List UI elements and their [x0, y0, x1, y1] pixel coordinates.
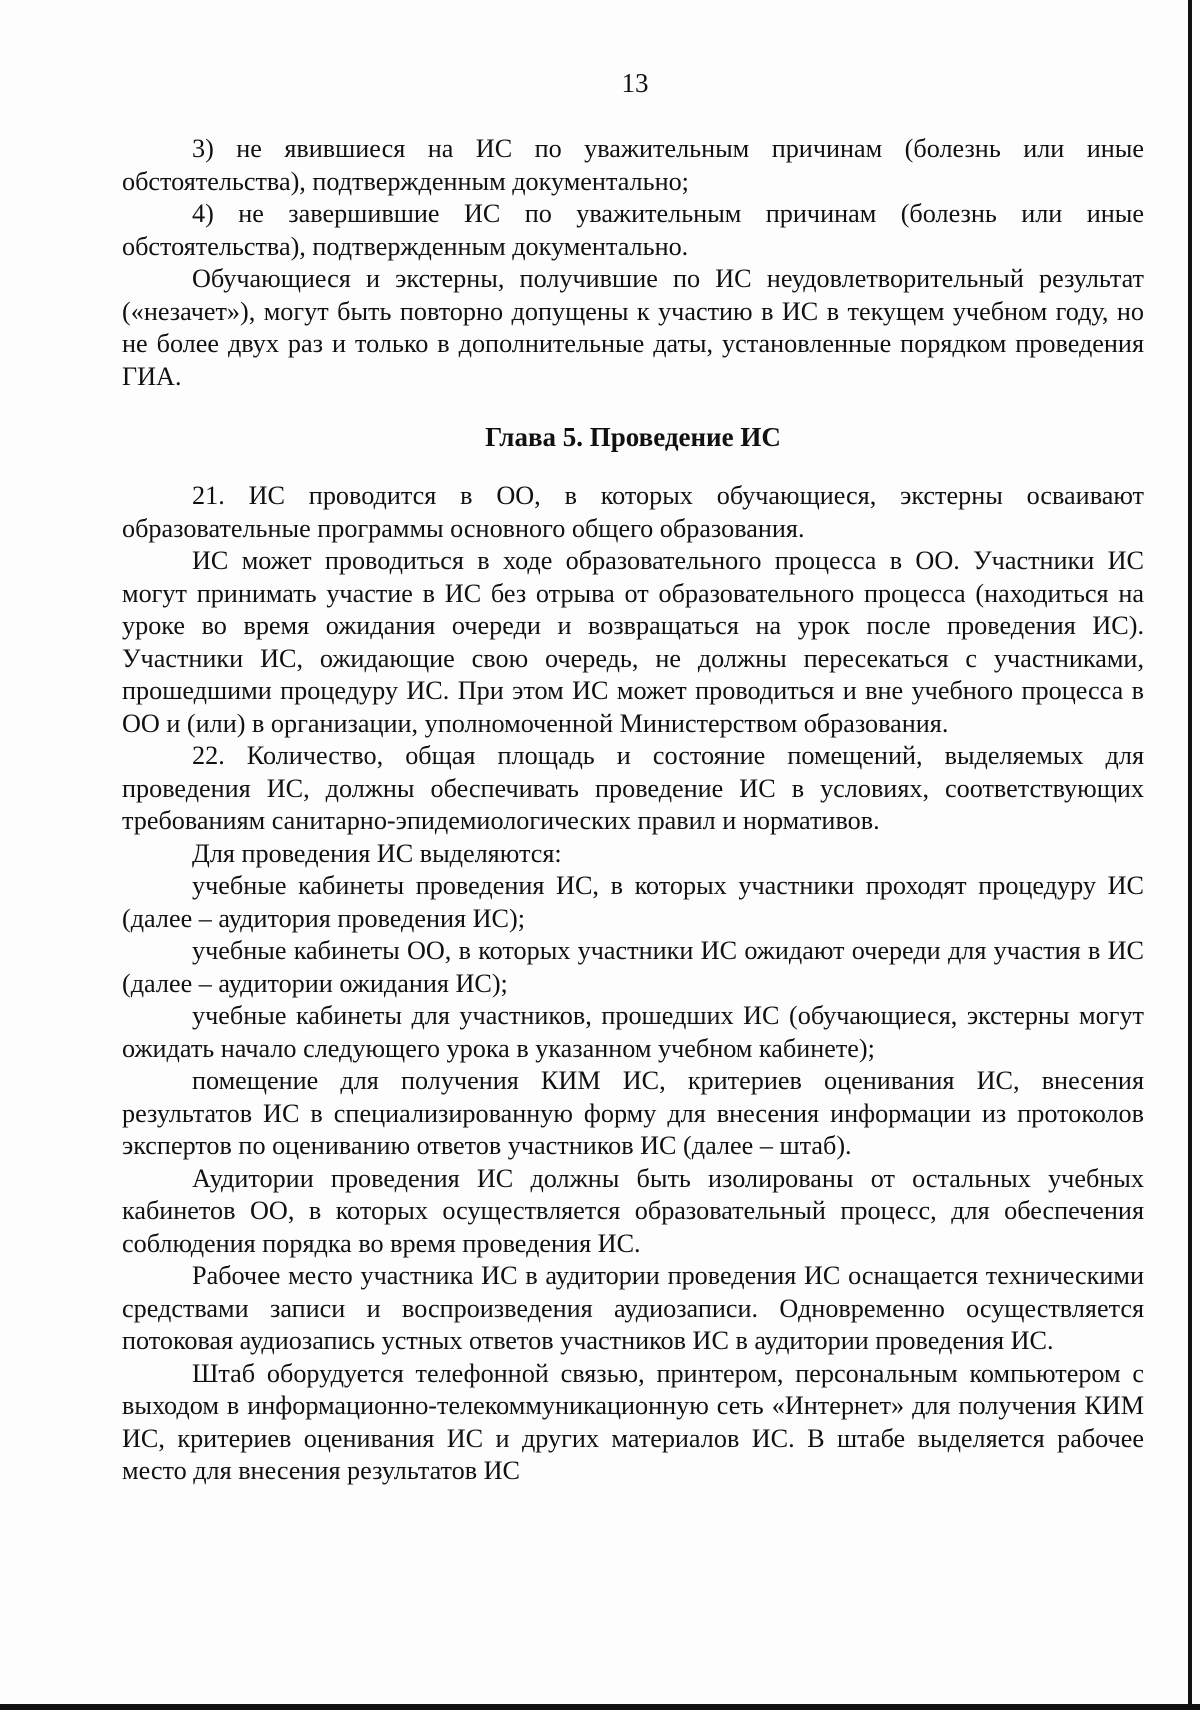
- paragraph-item-4: 4) не завершившие ИС по уважительным причинам (болезнь или иные обстоятельства), подтвержденным документально.: [122, 199, 1144, 261]
- paragraph-workplace: Рабочее место участника ИС в аудитории проведения ИС оснащается техническими средствами записи и воспроизведения аудиозаписи. Одновременно осуществляется потоковая аудиозапись устных ответов участников ИС в аудитории проведения ИС.: [122, 1261, 1144, 1355]
- paragraph-item-3: 3) не явившиеся на ИС по уважительным причинам (болезнь или иные обстоятельства), подтвержденным документально;: [122, 134, 1144, 196]
- document-body: [122, 133, 1144, 1488]
- chapter-title: Глава 5. Проведение ИС: [485, 422, 781, 452]
- paragraph-rooms-intro: Для проведения ИС выделяются:: [192, 838, 562, 868]
- paragraph-21: 21. ИС проводится в ОО, в которых обучающиеся, экстерны осваивают образовательные программы основного общего образования.: [122, 481, 1144, 543]
- paragraph-22: 22. Количество, общая площадь и состояние помещений, выделяемых для проведения ИС, должны обеспечивать проведение ИС в условиях, соответствующих требованиям санитарно-эпидемиологических правил и нормативов.: [122, 741, 1144, 835]
- page-number: 13: [621, 68, 649, 98]
- scan-edge-right: [1188, 0, 1192, 1710]
- paragraph-room-waiting: учебные кабинеты ОО, в которых участники ИС ожидают очереди для участия в ИС (далее – аудитории ожидания ИС);: [122, 936, 1144, 998]
- scan-edge-bottom: [0, 1704, 1200, 1710]
- paragraph-hq-equipment: Штаб оборудуется телефонной связью, принтером, персональным компьютером с выходом в информационно-телекоммуникационную сеть «Интернет» для получения КИМ ИС, критериев оценивания ИС и других материалов ИС. В штабе выделяется рабочее место для внесения результатов ИС: [122, 1358, 1144, 1485]
- paragraph-isolation: Аудитории проведения ИС должны быть изолированы от остальных учебных кабинетов ОО, в которых осуществляется образовательный процесс, для обеспечения соблюдения порядка во время проведения ИС.: [122, 1163, 1144, 1258]
- paragraph-room-exam: учебные кабинеты проведения ИС, в которых участники проходят процедуру ИС (далее – аудитория проведения ИС);: [122, 871, 1144, 933]
- paragraph-retake-rule: Обучающиеся и экстерны, получившие по ИС неудовлетворительный результат («незачет»), могут быть повторно допущены к участию в ИС в текущем учебном году, но не более двух раз и только в дополнительные даты, установленные порядком проведения ГИА.: [122, 264, 1144, 391]
- paragraph-room-finished: учебные кабинеты для участников, прошедших ИС (обучающиеся, экстерны могут ожидать начало следующего урока в указанном учебном кабинете);: [122, 1001, 1144, 1063]
- paragraph-process: ИС может проводиться в ходе образовательного процесса в ОО. Участники ИС могут принимать участие в ИС без отрыва от образовательного процесса (находиться на уроке во время ожидания очереди и возвращаться на урок после проведения ИС). Участники ИС, ожидающие свою очередь, не должны пересекаться с участниками, прошедшими процедуру ИС. При этом ИС может проводиться и вне учебного процесса в ОО и (или) в организации, уполномоченной Министерством образования.: [122, 546, 1144, 738]
- paragraph-room-hq: помещение для получения КИМ ИС, критериев оценивания ИС, внесения результатов ИС в специализированную форму для внесения информации из протоколов экспертов по оцениванию ответов участников ИС (далее – штаб).: [122, 1066, 1144, 1160]
